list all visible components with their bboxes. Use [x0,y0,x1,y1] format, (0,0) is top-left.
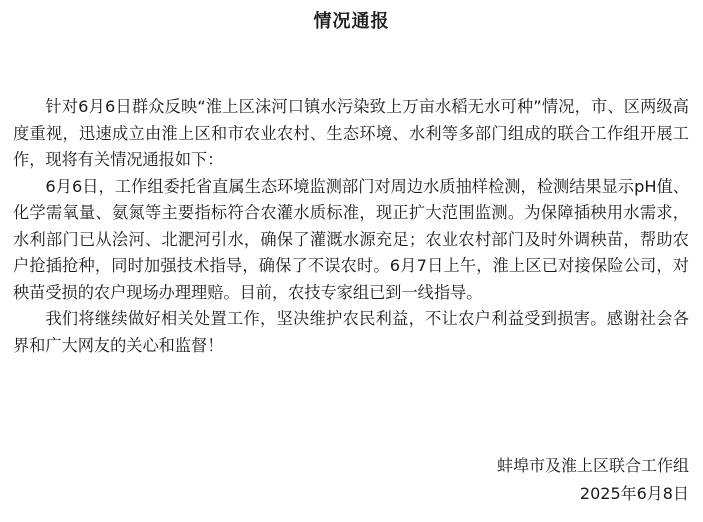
document-body [13,94,689,359]
signature-organization: 蚌埠市及淮上区联合工作组 [496,456,689,475]
signature-date: 2025年6月8日 [579,484,689,503]
paragraph-details: 6月6日，工作组委托省直属生态环境监测部门对周边水质抽样检测，检测结果显示pH值、化学需氧量、氨氮等主要指标符合农灌水质标准，现正扩大范围监测。为保障插秧用水需求，水利部门已从浍河、北淝河引水，确保了灌溉水源充足；农业农村部门及时外调秧苗，帮助农户抢插抢种，同时加强技术指导，确保了不误农时。6月7日上午，淮上区已对接保险公司，对秧苗受损的农户现场办理理赔。目前，农技专家组已到一线指导。 [13,176,689,302]
document-title: 情况通报 [313,11,390,32]
paragraph-intro: 针对6月6日群众反映“淮上区沫河口镇水污染致上万亩水稻无水可种”情况，市、区两级高度重视，迅速成立由淮上区和市农业农村、生态环境、水利等多部门组成的联合工作组开展工作，现将有关情况通报如下： [13,97,689,169]
paragraph-closing: 我们将继续做好相关处置工作，坚决维护农民利益，不让农户利益受到损害。感谢社会各界和广大网友的关心和监督！ [13,309,689,355]
